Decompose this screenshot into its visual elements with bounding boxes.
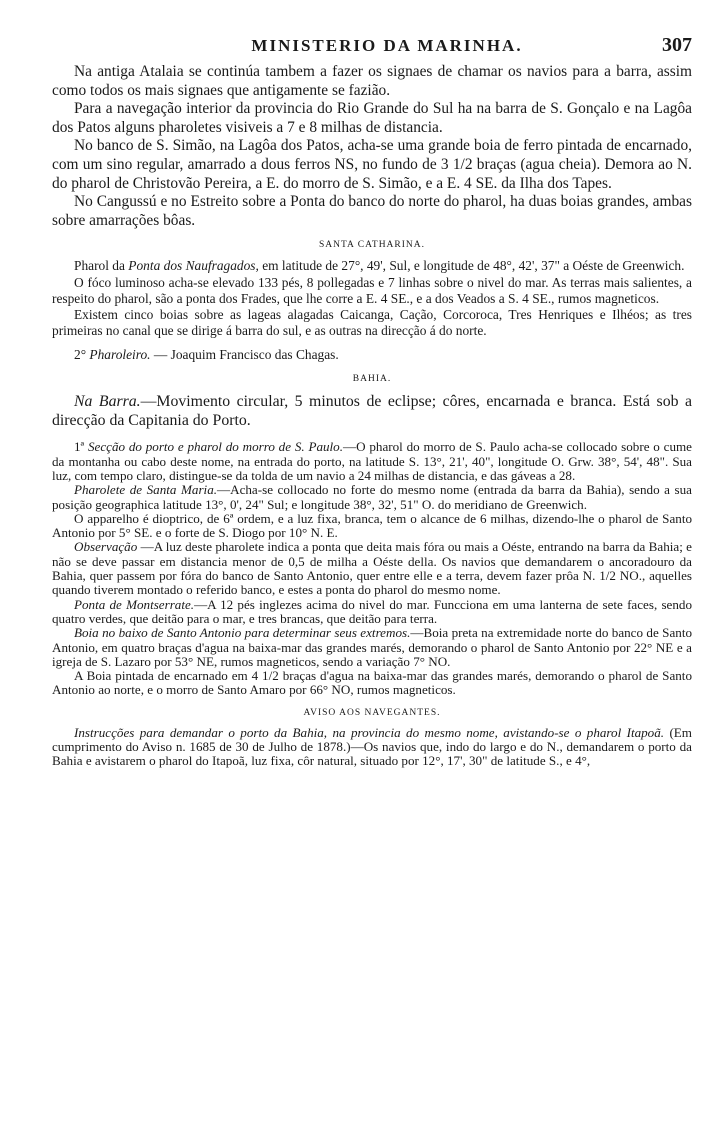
paragraph-cangussu: No Cangussú e no Estreito sobre a Ponta do banco do norte do pharol, ha duas boias grandes, ambas sobre amarrações bôas.: [52, 193, 692, 229]
running-title: MINISTERIO DA MARINHA.: [251, 36, 523, 55]
paragraph-pharol-naufragados: Pharol da Ponta dos Naufragados, em latitude de 27°, 49', Sul, e longitude de 48°, 42', 37" a Oéste de Greenwich.: [74, 258, 685, 274]
paragraph-instruccoes-itapoa: Instrucções para demandar o porto da Bahia, na provincia do mesmo nome, avistando-se o pharol Itapoã. (Em cumprimento do Aviso n. 1685 de 30 de Julho de 1878.)—Os navios que, indo do largo e do N., demandarem o porto da Bahia e avistarem o pharol do Itapoã, luz fixa, côr natural, situado por 12°, 17', 30" de latitude S., e 4°,: [52, 724, 692, 769]
document-page: [52, 34, 692, 769]
paragraph-observacao: Observação —A luz deste pharolete indica a ponta que deita mais fóra ou mais a Oéste, entrando na barra da Bahia; e não se deve passar em distancia menor de 0,5 de milha a Oéste della. Os navios que demandarem o ancoradouro da Bahia, quer passem por fóra do banco de Santo Antonio, quer entre elle e a terra, devem fazer prôa N. 1/2 NO., aquelles quando tiverem montado o referido banco, e estes a ponta do pharol do mesmo nome.: [52, 539, 692, 598]
paragraph-boia-santo-antonio: Boia no baixo de Santo Antonio para determinar seus extremos.—Boia preta na extremidade norte do banco de Santo Antonio, em quatro braças d'agua na baixa-mar das grandes marés, demorando o pharol de Santo Antonio por 22° NE e a igreja de S. Lazaro por 53° NE, rumos magneticos, sendo a variação 7° NO.: [52, 625, 692, 669]
paragraph-morro-sao-paulo: 1ª Secção do porto e pharol do morro de S. Paulo.—O pharol do morro de S. Paulo acha-se collocado sobre o cume da montanha ou cabo deste nome, na entrada do porto, na latitude S. 13°, 21', 40", longitude O. Grw. 38°, 54', 48". Sua luz, com tempo claro, distingue-se da tolda de um navio a 24 milhas de distancia, e das gáveas a 28.: [52, 439, 692, 483]
paragraph-foco-luminoso: O fóco luminoso acha-se elevado 133 pés, 8 pollegadas e 7 linhas sobre o nivel do mar. As terras mais salientes, a respeito do pharol, são a ponta dos Frades, que lhe corre a E. 4 SE., e a dos Veados a S. 4 SE., rumos magneticos.: [52, 274, 692, 306]
paragraph-apparelho-dioptrico: O apparelho é dioptrico, de 6ª ordem, e a luz fixa, branca, tem o alcance de 6 milhas, dizendo-lhe o pharol de Santo Antonio por 5° SE. e o forte de S. Diogo por 10° N. E.: [52, 510, 692, 541]
page-number: 307: [662, 34, 692, 56]
paragraph-banco-sao-simao: No banco de S. Simão, na Lagôa dos Patos, acha-se uma grande boia de ferro pintada de encarnado, com um sino regular, amarrado a dous ferros NS, no fundo de 3 1/2 braças (agua cheia). Demora ao N. do pharol de Christovão Pereira, a E. do morro de S. Simão, e a E. 4 SE. da Ilha dos Tapes.: [52, 137, 692, 192]
section-heading-bahia: BAHIA.: [352, 373, 392, 384]
paragraph-ponta-montserrate: Ponta de Montserrate.—A 12 pés inglezes acima do nivel do mar. Funcciona em uma lanterna de sete faces, sendo quatro verdes, que deitão para o mar, e tres brancas, que deitão para terra.: [52, 596, 692, 626]
paragraph-boia-encarnada: A Boia pintada de encarnado em 4 1/2 braças d'agua na baixa-mar das grandes marés, demorando o pharol de Santo Antonio ao norte, e o morro de Santo Amaro por 66° NO, rumos magneticos.: [52, 668, 692, 698]
page-header: [52, 34, 692, 57]
paragraph-atalaia: Na antiga Atalaia se continúa tambem a fazer os signaes de chamar os navios para a barra, assim como todos os mais signaes que antigamente se fazião.: [52, 63, 692, 99]
paragraph-cinco-boias: Existem cinco boias sobre as lageas alagadas Caicanga, Cação, Corcoroca, Tres Henriques e Ilhéos; as tres primeiras no canal que se dirige á barra do sul, e as outras na direcção á do norte.: [52, 306, 692, 339]
paragraph-na-barra: Na Barra.—Movimento circular, 5 minutos de eclipse; côres, encarnada e branca. Está sob a direcção da Capitania do Porto.: [52, 392, 692, 429]
paragraph-navegacao-interior: Para a navegação interior da provincia do Rio Grande do Sul ha na barra de S. Gonçalo e na Lagôa dos Patos alguns pharoletes visiveis a 7 e 8 milhas de distancia.: [52, 100, 692, 136]
paragraph-pharoleiro: 2° Pharoleiro. — Joaquim Francisco das Chagas.: [74, 347, 339, 363]
section-heading-santa-catharina: SANTA CATHARINA.: [318, 240, 426, 251]
paragraph-pharolete-santa-maria: Pharolete de Santa Maria.—Acha-se collocado no forte do mesmo nome (entrada da barra da Bahia), sendo a sua posição geographica latitude 13°, 0', 24" Sul; e longitude 38°, 32', 51" O. do meridiano de Greenwich.: [52, 482, 692, 512]
section-heading-aviso-navegantes: AVISO AOS NAVEGANTES.: [303, 707, 441, 718]
